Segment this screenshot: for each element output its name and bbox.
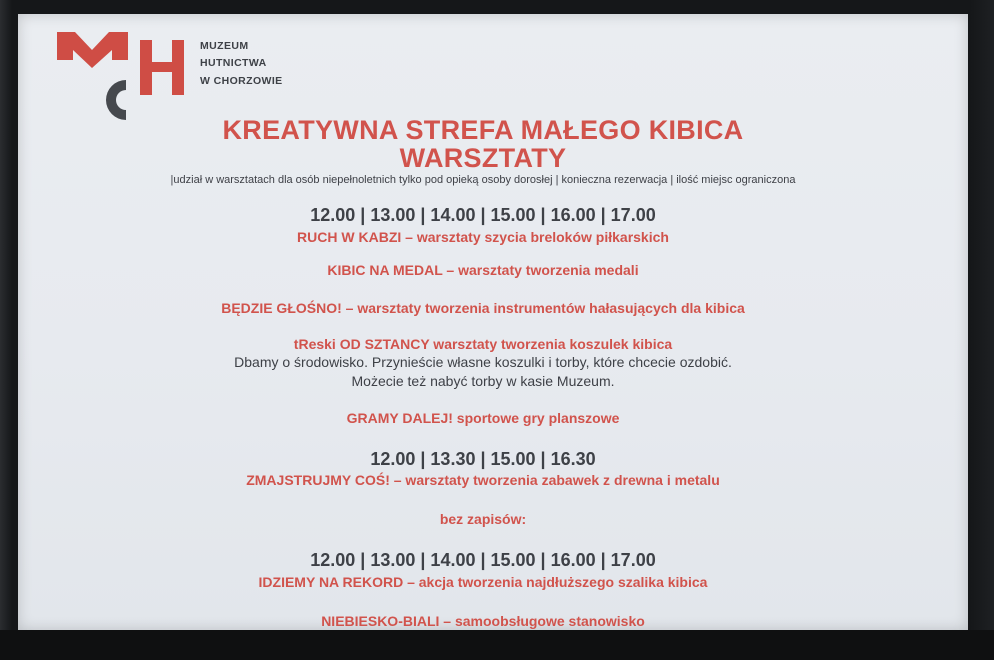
poster-title: KREATYWNA STREFA MAŁEGO KIBICA (222, 115, 744, 145)
time-slots-2: 12.00 | 13.30 | 15.00 | 16.30 (370, 449, 596, 469)
frame-bottom (0, 630, 994, 660)
poster-title-line-2: WARSZTATY (399, 143, 567, 173)
event-treski-od-sztancy: tReski OD SZTANCY warsztaty tworzenia koszulek kibica (293, 336, 673, 352)
poster (18, 14, 968, 630)
event-idziemy-na-rekord: IDZIEMY NA REKORD – akcja tworzenia najdłuższego szalika kibica (258, 574, 708, 590)
no-registration-label: bez zapisów: (439, 511, 527, 527)
logo-letter-c (106, 80, 126, 120)
event-ruch-w-kabzi: RUCH W KABZI – warsztaty szycia breloków piłkarskich (297, 229, 669, 245)
event-gramy-dalej: GRAMY DALEJ! sportowe gry planszowe (346, 410, 620, 426)
logo-letter-h (140, 40, 184, 95)
event-bedzie-glosno: BĘDZIE GŁOŚNO! – warsztaty tworzenia instrumentów hałasujących dla kibica (221, 300, 745, 316)
participation-info: |udział w warsztatach dla osób niepełnoletnich tylko pod opieką osoby dorosłej | konieczna rezerwacja | ilość miejsc ograniczona (170, 174, 796, 186)
time-slots-1: 12.00 | 13.00 | 14.00 | 15.00 | 16.00 | 17.00 (310, 205, 656, 225)
logo-letter-m (57, 32, 128, 68)
event-kibic-na-medal: KIBIC NA MEDAL – warsztaty tworzenia medali (327, 262, 639, 278)
museum-name-line-3: W CHORZOWIE (200, 75, 283, 87)
event-note-1: Dbamy o środowisko. Przynieście własne koszulki i torby, które chcecie ozdobić. (234, 354, 732, 370)
event-note-2: Możecie też nabyć torby w kasie Muzeum. (351, 373, 615, 389)
museum-name-line-1: MUZEUM (200, 40, 249, 52)
event-zmajstrujmy-cos: ZMAJSTRUJMY COŚ! – warsztaty tworzenia zabawek z drewna i metalu (246, 472, 720, 488)
event-niebiesko-biali: NIEBIESKO-BIALI – samoobsługowe stanowisko (321, 613, 645, 629)
time-slots-3: 12.00 | 13.00 | 14.00 | 15.00 | 16.00 | 17.00 (310, 550, 656, 570)
museum-name-line-2: HUTNICTWA (200, 57, 267, 69)
